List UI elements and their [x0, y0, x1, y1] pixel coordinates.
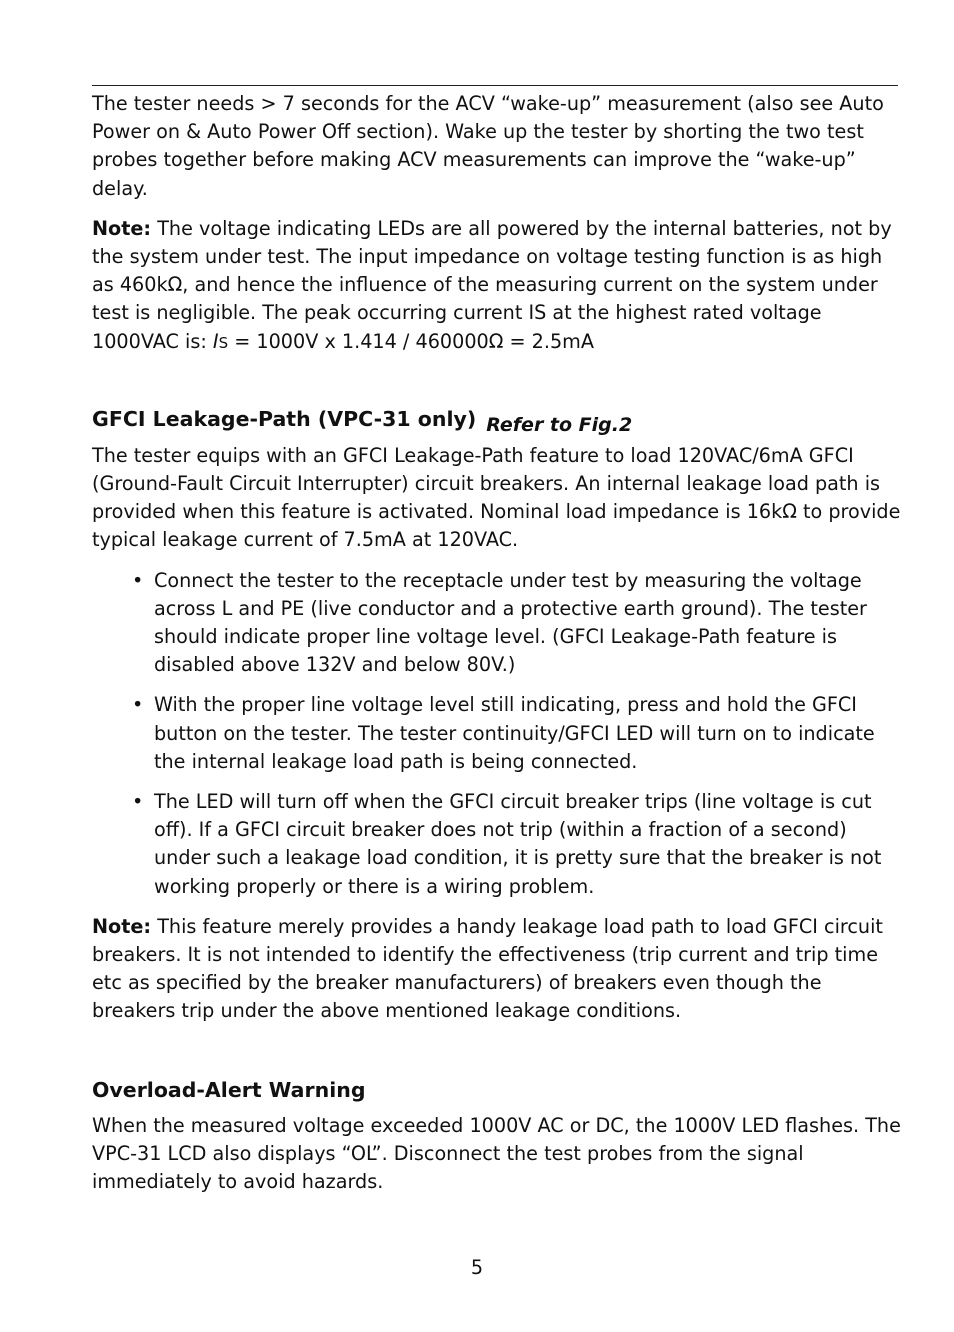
gfci-figure-reference: Refer to Fig.2: [486, 413, 633, 436]
gfci-bullet-list: [92, 567, 902, 901]
list-item-text: The LED will turn off when the GFCI circuit breaker trips (line voltage is cut off). If a GFCI circuit breaker does not trip (within a fraction of a second) under such a leakage load condition, it is pretty sure that the breaker is not working properly or there is a wiring problem.: [154, 790, 882, 898]
overload-heading: Overload-Alert Warning: [92, 1077, 366, 1102]
page-number: 5: [470, 1256, 484, 1279]
top-rule: [92, 85, 898, 86]
gfci-heading-text: GFCI Leakage-Path (VPC-31 only): [92, 406, 477, 431]
overload-paragraph: When the measured voltage exceeded 1000V AC or DC, the 1000V LED flashes. The VPC-31 LCD also displays “OL”. Disconnect the test probes from the signal immediately to avoid hazards.: [92, 1113, 901, 1194]
bullet-icon: •: [132, 790, 144, 814]
page-content: [92, 90, 902, 1196]
gfci-note-paragraph: [92, 913, 902, 1026]
list-item: [92, 691, 902, 776]
list-item-text: With the proper line voltage level still indicating, press and hold the GFCI button on the tester. The tester continuity/GFCI LED will turn on to indicate the internal leakage load path is being connected.: [154, 693, 875, 773]
list-item: [92, 567, 902, 680]
intro-paragraph: The tester needs > 7 seconds for the ACV “wake-up” measurement (also see Auto Power on & Auto Power Off section). Wake up the tester by shorting the two test probes together before making ACV measurements can improve the “wake-up” delay.: [92, 92, 884, 200]
gfci-paragraph: The tester equips with an GFCI Leakage-Path feature to load 120VAC/6mA GFCI (Ground-Fault Circuit Interrupter) circuit breakers. An internal leakage load path is provided when this feature is activated. Nominal load impedance is 16kΩ to provide typical leakage current of 7.5mA at 120VAC.: [92, 443, 901, 552]
formula-current-subscript: S: [218, 333, 229, 352]
note-text: The voltage indicating LEDs are all powered by the internal batteries, not by the system under test. The input impedance on voltage testing function is as high as 460kΩ, and hence the influence of the measuring current on the system under test is negligible. The peak occurring current IS at the highest rated voltage 1000VAC is:: [92, 216, 892, 353]
list-item: [92, 788, 902, 901]
note-label: Note:: [92, 914, 152, 938]
formula-rest: = 1000V x 1.414 / 460000Ω = 2.5mA: [228, 329, 595, 353]
list-item-text: Connect the tester to the receptacle under test by measuring the voltage across L and PE (live conductor and a protective earth ground). The tester should indicate proper line voltage level. (GFCI Leakage-Path feature is disabled above 132V and below 80V.): [154, 568, 867, 677]
formula-current-symbol: I: [212, 329, 219, 353]
gfci-heading: [92, 405, 902, 434]
bullet-icon: •: [132, 693, 144, 717]
bullet-icon: •: [132, 568, 144, 592]
note-text: This feature merely provides a handy leakage load path to load GFCI circuit breakers. It is not intended to identify the effectiveness (trip current and trip time etc as specified by the breaker manufacturers) of breakers even though the breakers trip under the above mentioned leakage conditions.: [92, 914, 883, 1023]
note-label: Note:: [92, 216, 152, 240]
note-paragraph-voltage: [92, 215, 902, 357]
